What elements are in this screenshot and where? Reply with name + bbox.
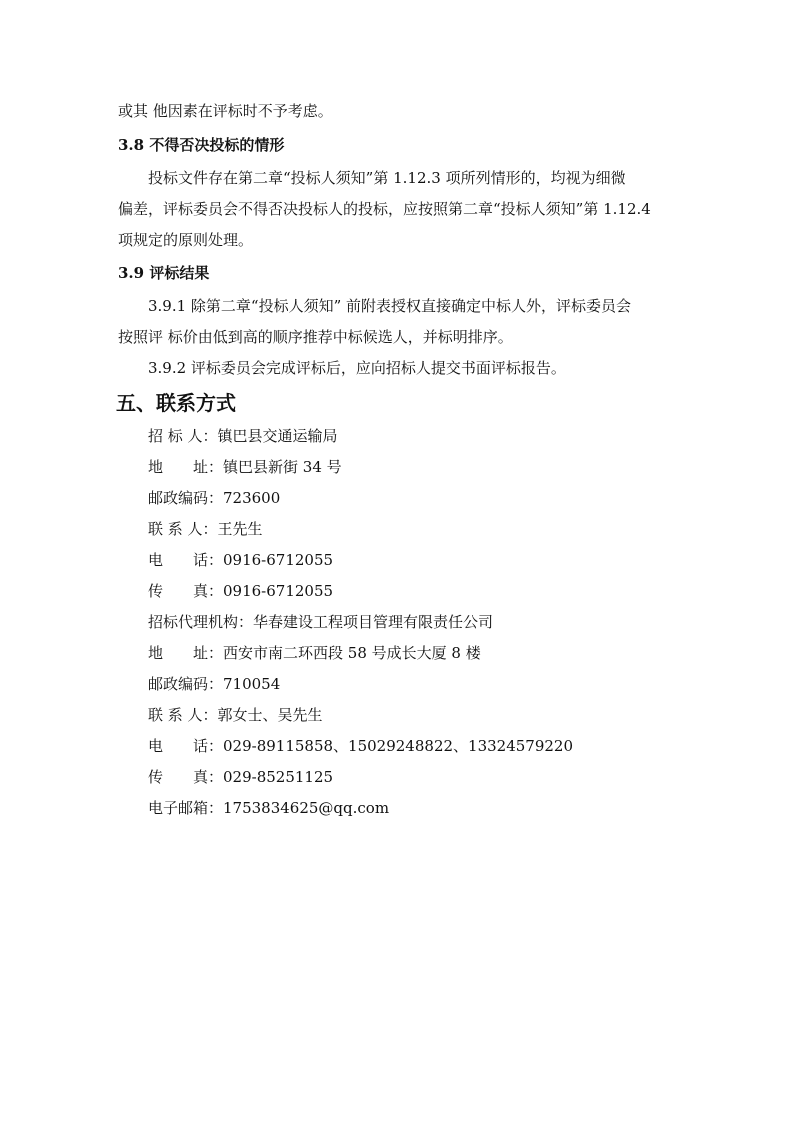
- contact-line: 电 话：029-89115858、15029248822、13324579220: [148, 737, 574, 755]
- contact-line: 传 真：029-85251125: [148, 768, 334, 786]
- contact-line: 联 系 人：郭女士、吴先生: [148, 706, 323, 724]
- paragraph-3-8-line-1: 投标文件存在第二章“投标人须知”第 1.12.3 项所列情形的，均视为细微: [148, 169, 626, 187]
- contact-line: 招标代理机构：华春建设工程项目管理有限责任公司: [148, 613, 494, 631]
- heading-3-8: 3.8 不得否决投标的情形: [118, 136, 285, 154]
- paragraph-3-8-line-3: 项规定的原则处理。: [118, 231, 254, 249]
- heading-3-9: 3.9 评标结果: [118, 264, 210, 282]
- contact-line: 传 真：0916-6712055: [148, 582, 334, 600]
- contact-email-line: 电子邮箱：1753834625@qq.com: [148, 799, 390, 817]
- contact-line: 地 址：西安市南二环西段 58 号成长大厦 8 楼: [148, 644, 481, 662]
- paragraph-carryover: 或其 他因素在评标时不予考虑。: [118, 102, 333, 120]
- paragraph-3-9-1-line-2: 按照评 标价由低到高的顺序推荐中标候选人，并标明排序。: [118, 328, 513, 346]
- contact-line: 电 话：0916-6712055: [148, 551, 334, 569]
- contact-line: 招 标 人：镇巴县交通运输局: [148, 427, 338, 445]
- section-5-heading: 五、联系方式: [116, 391, 236, 415]
- paragraph-3-9-1-line-1: 3.9.1 除第二章“投标人须知” 前附表授权直接确定中标人外，评标委员会: [148, 297, 632, 315]
- contact-line: 地 址：镇巴县新街 34 号: [148, 458, 342, 476]
- paragraph-3-8-line-2: 偏差，评标委员会不得否决投标人的投标，应按照第二章“投标人须知”第 1.12.4: [118, 200, 651, 218]
- contact-line: 邮政编码：710054: [148, 675, 281, 693]
- paragraph-3-9-2: 3.9.2 评标委员会完成评标后，应向招标人提交书面评标报告。: [148, 359, 566, 377]
- contact-line: 邮政编码：723600: [148, 489, 281, 507]
- contact-line: 联 系 人：王先生: [148, 520, 263, 538]
